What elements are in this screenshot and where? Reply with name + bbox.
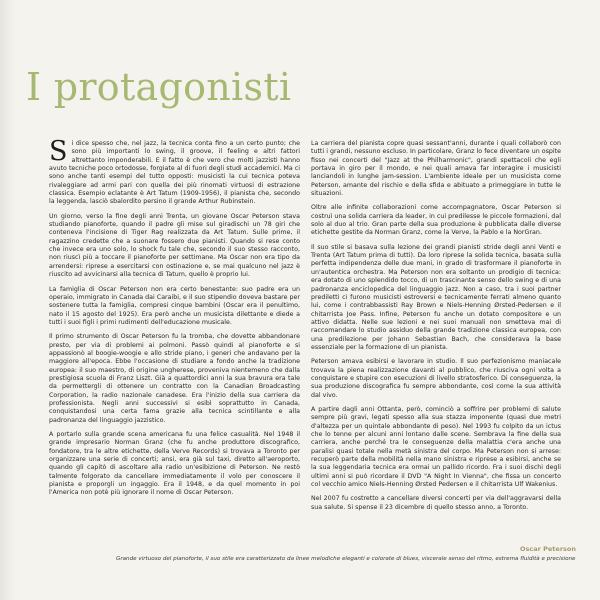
paragraph: Il suo stile si basava sulla lezione dei grandi pianisti stride degli anni Venti e Trenta (Art Tatum prima di tutti). Da loro riprese la solida tecnica, basata sulla perfetta indipendenza delle due mani, in grado di trasformare il pianoforte in un'autentica orchestra. Ma Peterson non era soltanto un prodigio di tecnica: era dotato di uno splendido tocco, di un trascinante senso dello swing e di una padronanza enciclopedica del linguaggio jazz. Non a caso, tra i suoi partner prediletti ci furono musicisti estroversi e tecnicamente ferrati almeno quanto lui, come i contrabbassisti Ray Brown e Niels-Henning Ørsted-Pedersen e il chitarrista Joe Pass. Infine, Peterson fu anche un dotato compositore e un attivo didatta. Nelle sue lezioni e nei suoi manuali non smetteva mai di raccomandare lo studio assiduo della grande tradizione classica europea, con una predilezione per Johann Sebastian Bach, che considerava la base essenziale per la formazione di un pianista. [311, 243, 561, 351]
caption: Grande virtuoso del pianoforte, il suo stile era caratterizzato da linee melodiche eleganti e colorate di blues, viscerale senso del ritmo, estrema fluidità e precisione [116, 556, 576, 562]
dropcap: S [49, 136, 68, 167]
paragraph: Peterson amava esibirsi e lavorare in studio. Il suo perfezionismo maniacale trovava la piena realizzazione davanti al pubblico, che riusciva ogni volta a conquistare e stupire con esecuzioni di livello stratosferico. Di conseguenza, la sua produzione discografica fu sempre abbondante, così come la sua attività dal vivo. [311, 358, 561, 399]
signature: Oscar Peterson [520, 545, 576, 553]
paragraph: Nel 2007 fu costretto a cancellare diversi concerti per via dell'aggravarsi della sua salute. Si spense il 23 dicembre di quello stesso anno, a Toronto. [311, 495, 561, 511]
paragraph: A partire dagli anni Ottanta, però, cominciò a soffrire per problemi di salute sempre più gravi, legati spesso alla sua stazza imponente (quasi due metri d'altezza per un quintale abbondante di peso). Nel 1993 fu colpito da un ictus che lo tenne per alcuni anni lontano dalle scene. Sembrava la fine della sua carriera, anche perché tra le conseguenze della malattia c'era anche una paralisi quasi totale nella metà sinistra del corpo. Ma Peterson non si arrese: recuperò parte della mobilità nella mano sinistra e riprese a esibirsi, anche se la sua leggendaria tecnica era ormai un pallido ricordo. Fra i suoi dischi degli ultimi anni si può ricordare il DVD "A Night In Vienna", che fissa un concerto col vecchio amico Niels-Henning Ørsted Pedersen e il chitarrista Ulf Wakenius. [311, 405, 561, 489]
paragraph: A portarlo sulla grande scena americana fu una felice casualità. Nel 1948 il grande impresario Norman Granz (che fu anche produttore discografico, fondatore, tra le altre etichette, della Verve Records) si trovava a Toronto per organizzare una serie di concerti; ansi, era già sul taxi, diretto all'aeroporto, quando gli capitò di ascoltare alla radio un'esibizione di Peterson. Ne restò talmente folgorato da cancellare immediatamente il volo per conoscere il pianista e proporgli un ingaggio. Era il 1948, e da quel momento in poi l'America non potè più ignorare il nome di Oscar Peterson. [49, 431, 300, 497]
paragraph: Il primo strumento di Oscar Peterson fu la tromba, che dovette abbandonare presto, per via di problemi ai polmoni. Passò quindi al pianoforte e si appassionò al boogie-woogie e allo stride piano, i generi che andavano per la maggiore all'epoca. Ebbe l'occasione di studiare a fondo anche la tradizione europea: il suo maestro, di origine ungherese, proveniva nientemeno che dalla prestigiosa scuola di Franz Liszt. Già a quattordici anni la sua bravura era tale da permettergli di ottenere un contratto con la Canadian Broadcasting Corporation, la radio nazionale canadese. Era l'inizio della sua carriera da professionista. Negli anni successivi si esibì soprattutto in Canada, conquistandosi una certa fama grazie alla tecnica scintillante e alla padronanza del linguaggio jazzistico. [49, 333, 300, 424]
paragraph: La famiglia di Oscar Peterson non era certo benestante: suo padre era un operaio, immigrato in Canada dai Caraibi, e il suo stipendio doveva bastare per sostenere tutta la famiglia, compresi cinque bambini (Oscar era il penultimo, nato il 15 agosto del 1925). Era però anche un musicista dilettante e diede a tutti i suoi figli i primi rudimenti dell'educazione musicale. [49, 285, 300, 326]
paragraph: Un giorno, verso la fine degli anni Trenta, un giovane Oscar Peterson stava studiando pianoforte, quando il padre gli mise sul giradischi un 78 giri che conteneva l'incisione di Tiger Rag realizzata da Art Tatum. Sulle prime, il ragazzino credette che a suonare fossero due pianisti. Quando si rese conto che invece era uno solo, lo shock fu tale che, secondo il suo stesso racconto, non riuscì più a toccare il pianoforte per settimane. Ma Oscar non era tipo da arrendersi: riprese a esercitarsi con ostinazione e, se mai qualcuno nel jazz è riuscito ad avvicinarsi alla tecnica di Tatum, quello è proprio lui. [49, 212, 300, 279]
paragraph: Oltre alle infinite collaborazioni come accompagnatore, Oscar Peterson si costruì una solida carriera da leader, in cui predilesse le piccole formazioni, dal solo al duo al trio. Gran parte della sua produzione è pubblicata dalle diverse etichette gestite da Norman Granz, come la Verve, la Pablo e la NorGran. [311, 204, 561, 237]
page-title: I protagonisti [26, 65, 292, 109]
paragraph: La carriera del pianista copre quasi sessant'anni, durante i quali collaborò con tutti i grandi, nessuno escluso. In particolare, Granz lo fece diventare un ospite fisso nei concerti del "Jazz at the Philharmonic", grandi spettacoli che egli portava in giro per il mondo, e nei quali amava far interagire i musicisti lanciandoli in lunghe jam-session. L'ambiente ideale per un musicista come Peterson, amante del rischio e della sfida e abituato a primeggiare in tutte le situazioni. [311, 140, 561, 198]
paragraph-text: i dice spesso che, nel jazz, la tecnica conta fino a un certo punto; che sono più importanti lo swing, il groove, il feeling e altri fattori altrettanto imponderabili. E il fatto è che vero che molti jazzisti hanno avuto tecniche poco ortodosse, forgiate al di fuori degli studi accademici. Ma ci sono anche tanti esempi del tutto opposti: musicisti la cui tecnica poteva rivaleggiare ad armi pari con quella dei più rinomati virtuosi di estrazione classica. Esempio eclatante è Art Tatum (1909-1956), il pianista che, secondo la leggenda, lasciò sbalordito persino il grande Arthur Rubinstein. [49, 140, 300, 206]
paragraph [49, 136, 300, 207]
page-fold-shadow [0, 0, 14, 600]
right-column [311, 140, 561, 518]
left-column [49, 136, 300, 504]
